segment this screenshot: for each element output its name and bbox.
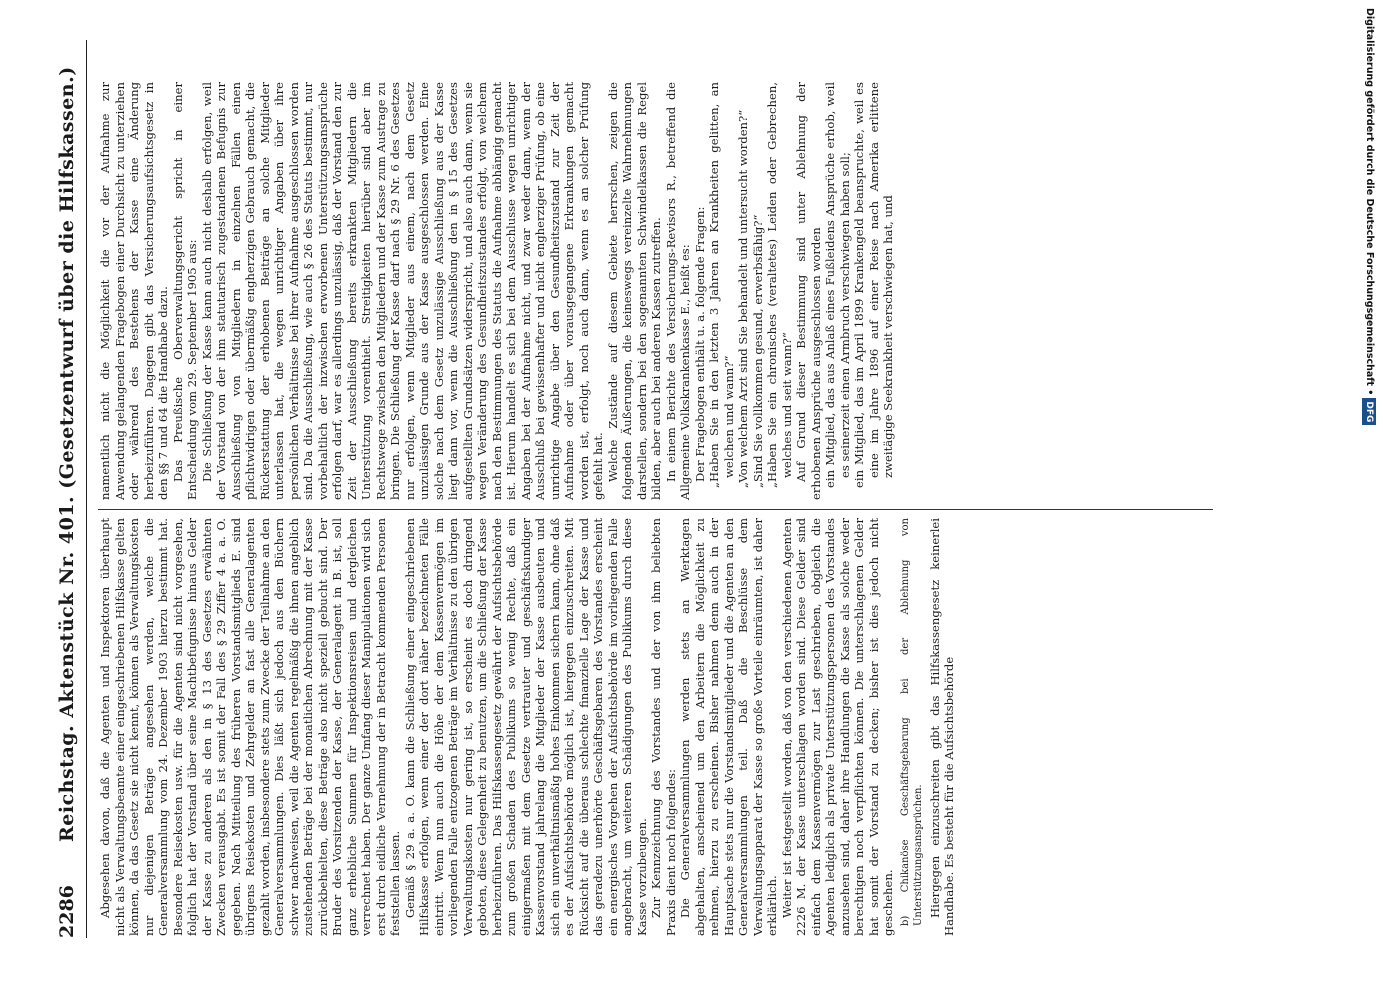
digitization-credit: [1356, 8, 1378, 993]
case-item: ein Mitglied, das aus Anlaß eines Fußleidens Ansprüche erhob, weil es seinerzeit einen Armbruch verschwiegen haben soll;: [823, 82, 852, 488]
paragraph: Welche Zustände auf diesem Gebiete herrschen, zeigen die folgenden Äußerungen, die keineswegs vereinzelte Wahrnehmungen darstellen, sondern bei den sogenannten Schwindelkassen die Regel bilden, aber auch bei anderen Kassen zutreffen.: [605, 82, 663, 500]
quoted-question: „Von welchem Arzt sind Sie behandelt und untersucht worden?“: [736, 109, 750, 488]
credit-text: Digitalisierung gefördert durch die Deutsche Forschungsgemeinschaft •: [1364, 8, 1375, 396]
credit-text-line: [1354, 8, 1376, 993]
page-header: [56, 40, 86, 938]
paragraph: Zur Kennzeichnung des Vorstandes und der von ihm beliebten Praxis dient noch folgendes:: [649, 518, 678, 936]
left-column: [98, 518, 957, 936]
page-number: 2286: [56, 885, 78, 938]
case-item: ein Mitglied, das im April 1899 Krankengeld beanspruchte, weil es eine im Jahre 1896 auf einer Reise nach Amerika erlittene zweitägige Seekrankheit verschwiegen hat, und: [852, 82, 895, 488]
quoted-question: „Haben Sie in den letzten 3 Jahren an Krankheiten gelitten, an welchen und wann?“: [707, 82, 736, 488]
paragraph: Der Fragebogen enthält u. a. folgende Fragen:: [692, 206, 707, 482]
paragraph: Abgesehen davon, daß die Agenten und Inspektoren überhaupt nicht als Verwaltungsbeamte einer eingeschriebenen Hilfskasse gelten können, da das Gesetz sie nicht kennt, können als Verwaltungskosten nur diejenigen Beträge angesehen werden, welche die Generalversammlung vom 24. Dezember 1903 hierzu bestimmt hat. Besondere Reisekosten usw. für die Agenten sind nicht vorgesehen, folglich hat der Vorstand über seine Machtbefugnisse hinaus Gelder der Kasse zu anderen als den in § 13 des Gesetzes erwähnten Zwecken verausgabt. Es ist somit der Fall des § 29 Ziffer 4 a. a. O. gegeben. Nach Mitteilung des früheren Vorstandsmitglieds E. sind übrigens Reisekosten und Zehrgelder an fast alle Generalagenten gezahlt worden, insbesondere stets zum Zwecke der Teilnahme an den Generalversammlungen. Dies läßt sich jedoch aus den Büchern schwer nachweisen, weil die Agenten regelmäßig die ihnen angeblich zustehenden Beträge bei der monatlichen Abrechnung mit der Kasse zurückbehielten, diese Beträge also nicht speziell gebucht sind. Der Bruder des Vorsitzenden der Kasse, der Generalagent in B. ist, soll ganz erhebliche Summen für Inspektionsreisen und dergleichen verrechnet haben. Der ganze Umfang dieser Manipulationen wird sich erst durch eidliche Vernehmung der in Betracht kommenden Personen feststellen lassen.: [98, 518, 402, 936]
right-column: [98, 82, 896, 500]
paragraph: Die Schließung der Kasse kann auch nicht deshalb erfolgen, weil der Vorstand von der ihm statutarisch zugestandenen Befugnis zur Ausschließung von Mitgliedern in einzelnen Fällen einen pflichtwidrigen oder übermäßig engherzigen Gebrauch gemacht, die Rückerstattung der erhobenen Beiträge an solche Mitglieder unterlassen hat, die wegen unrichtiger Angaben über ihre persönlichen Verhältnisse bei ihrer Aufnahme ausgeschlossen worden sind. Da die Ausschließung, wie auch § 26 des Statuts bestimmt, nur vorbehaltlich der inzwischen erworbenen Unterstützungsansprüche erfolgen darf, war es allerdings unzulässig, daß der Vorstand den zur Zeit der Ausschließung bereits erkrankten Mitgliedern die Unterstützung vorenthielt. Streitigkeiten hierüber sind aber im Rechtswege zwischen den Mitgliedern und der Kasse zum Austrage zu bringen. Die Schließung der Kasse darf nach § 29 Nr. 6 des Gesetzes nur erfolgen, wenn Mitglieder aus einem, nach dem Gesetz unzulässigen Grunde aus der Kasse ausgeschlossen werden. Eine solche nach dem Gesetz unzulässige Ausschließung aus der Kasse liegt dann vor, wenn die Ausschließung den in § 15 des Gesetzes aufgestellten Grundsätzen widerspricht, und also auch dann, wenn sie wegen Veränderung des Gesundheitszustandes erfolgt, von welchem nach den Bestimmungen des Statuts die Aufnahme abhängig gemacht ist. Hierum handelt es sich bei dem Ausschlusse wegen unrichtiger Angaben bei der Aufnahme nicht, und zwar weder dann, wenn der Ausschluß bei gewissenhafter und nicht engherziger Prüfung, ob eine unrichtige Angabe über den Gesundheitszustand zur Zeit der Aufnahme oder über vorausgegangene Erkrankungen gemacht worden ist, erfolgt, noch auch dann, wenn es an solcher Prüfung gefehlt hat.: [199, 82, 605, 500]
quoted-question: „Sind Sie vollkommen gesund, erwerbsfähig?“: [750, 214, 765, 488]
paragraph: Gemäß § 29 a. a. O. kann die Schließung einer eingeschriebenen Hilfskasse erfolgen, wenn einer der dort näher bezeichneten Fälle eintritt. Wenn nun auch die Höhe der dem Kassenvermögen im vorliegenden Falle entzogenen Beträge im Verhältnisse zu den übrigen Verwaltungskosten nur gering ist, so erscheint es doch dringend geboten, diese Gelegenheit zu benutzen, um die Schließung der Kasse herbeizuführen. Das Hilfskassengesetz gewährt der Aufsichtsbehörde zum großen Schaden des Publikums so wenig Rechte, daß ein einigermaßen mit dem Gesetze vertrauter und geschäftskundiger Kassenvorstand jahrelang die Mitglieder der Kasse ausbeuten und sich ein unverhältnismäßig hohes Einkommen sichern kann, ohne daß es der Aufsichtsbehörde möglich ist, hiergegen einzuschreiten. Mit Rücksicht auf die überaus schlechte finanzielle Lage der Kasse und das geradezu unerhörte Geschäftsgebaren des Vorstandes erscheint ein energisches Vorgehen der Aufsichtsbehörde im vorliegenden Falle angebracht, um weiteren Schädigungen des Publikums durch diese Kasse vorzubeugen.: [402, 517, 649, 936]
section-heading: b) Chikanöse Geschäftsgebarung bei der Ablehnung von Unterstützungsansprüchen.: [899, 518, 924, 926]
quoted-question: „Haben Sie ein chronisches (veraltetes) Leiden oder Gebrechen, welches und seit wann?“: [765, 82, 794, 488]
header-rule: [86, 40, 87, 938]
running-title: Reichstag. Aktenstück Nr. 401. (Gesetzentwurf über die Hilfskassen.): [56, 66, 78, 842]
paragraph: namentlich nicht die Möglichkeit die vor der Aufnahme zur Anwendung gelangenden Fragebogen einer Durchsicht zu unterziehen oder während des Bestehens der Kasse eine Änderung herbeizuführen. Dagegen gibt das Versicherungsaufsichtsgesetz in den §§ 7 und 64 die Handhabe dazu.: [98, 82, 170, 500]
paragraph: Auf Grund dieser Bestimmung sind unter Ablehnung der erhobenen Ansprüche ausgeschlossen worden: [794, 82, 823, 500]
column-divider: [98, 509, 1213, 510]
paragraph: Hiergegen einzuschreiten gibt das Hilfskassengesetz keinerlei Handhabe. Es besteht für die Aufsichtsbehörde: [927, 518, 956, 936]
paragraph: Das Preußische Oberverwaltungsgericht spricht in einer Entscheidung vom 29. September 1905 aus:: [170, 82, 199, 500]
paragraph: In einem Berichte des Versicherungs-Revisors R., betreffend die Allgemeine Volkskrankenkasse E., heißt es:: [663, 82, 692, 500]
paragraph: Die Generalversammlungen werden stets an Werktagen abgehalten, anscheinend um den Arbeitern die Möglichkeit zu nehmen, hierzu zu erscheinen. Bisher nahmen denn auch in der Hauptsache stets nur die Vorstandsmitglieder und die Agenten an den Generalversammlungen teil. Daß die Beschlüsse dem Verwaltungsapparat der Kasse so große Vorteile einräumten, ist daher erklärlich.: [678, 518, 779, 936]
paragraph: Weiter ist festgestellt worden, daß von den verschiedenen Agenten 2226 M. der Kasse unterschlagen worden sind. Diese Gelder sind einfach dem Kassenvermögen zur Last geschrieben, obgleich die Agenten lediglich als private Unterstützungspersonen des Vorstandes anzusehen sind, daher ihre Handlungen die Kasse als solche weder berechtigen noch verpflichten können. Die unterschlagenen Gelder hat somit der Vorstand zu decken; bisher ist dies jedoch nicht geschehen.: [779, 518, 895, 936]
dfg-logo: DFG: [1362, 398, 1376, 425]
